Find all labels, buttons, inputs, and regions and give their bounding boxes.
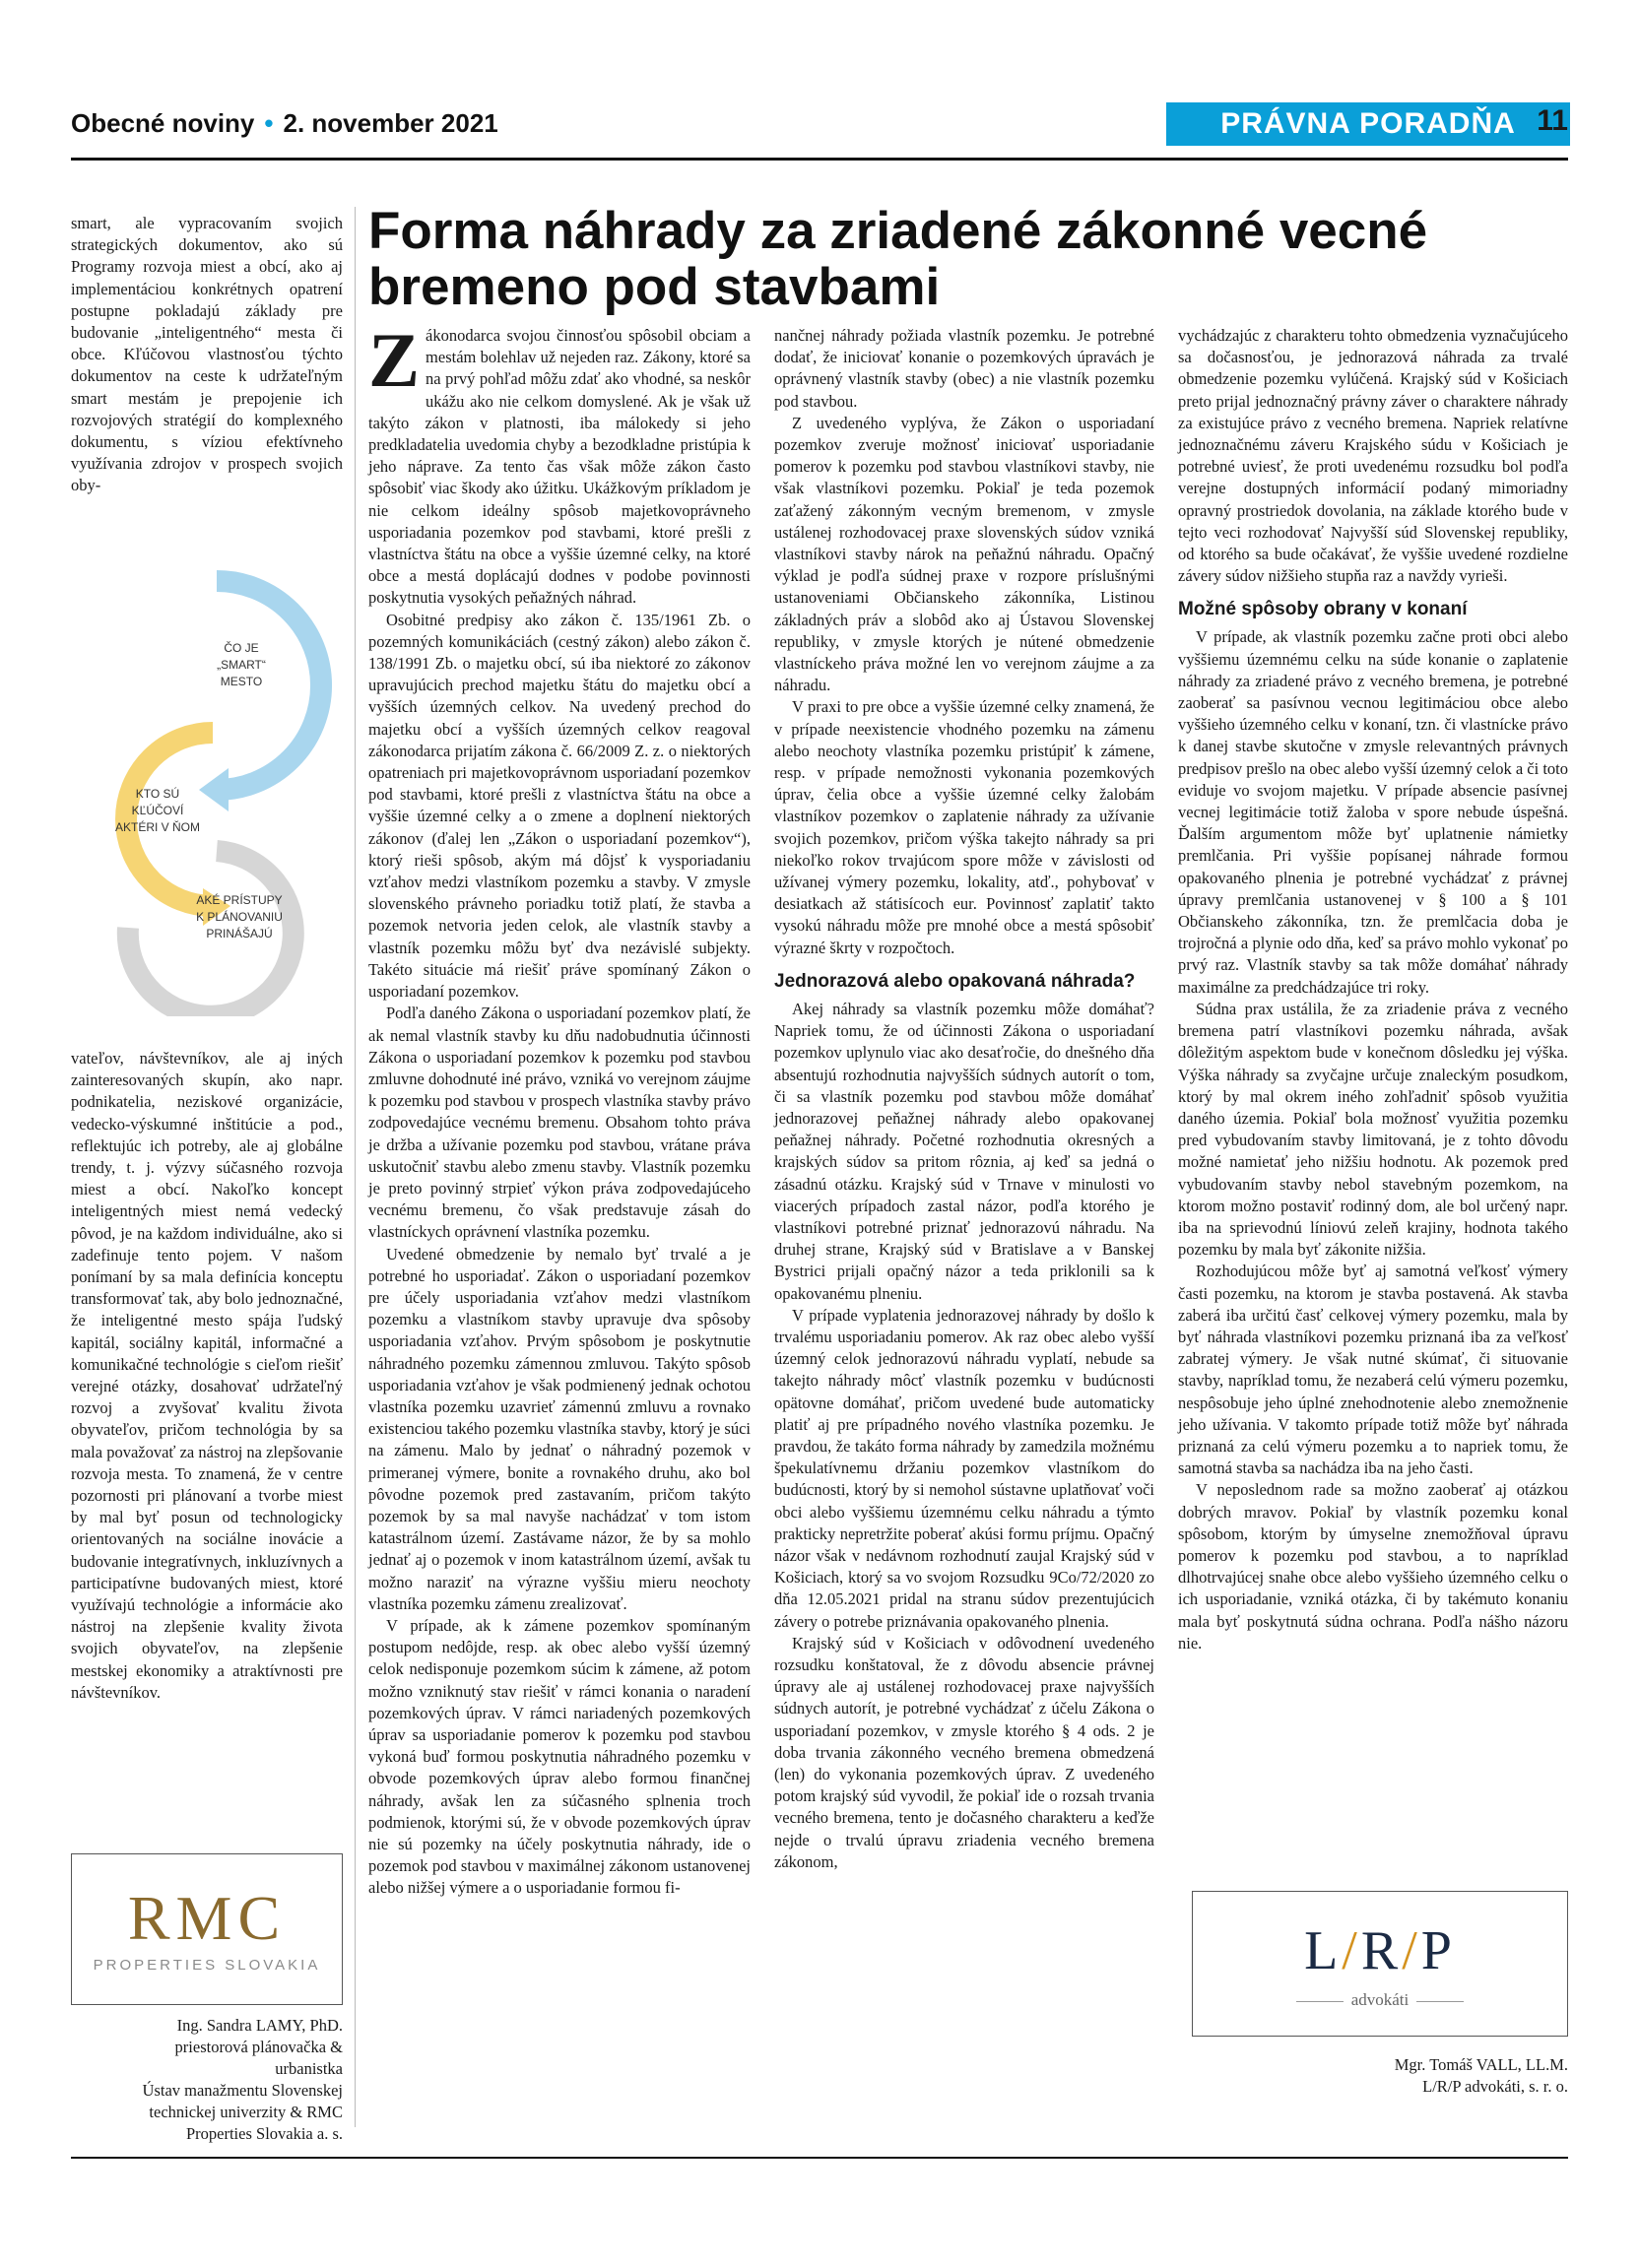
- column-divider: [355, 207, 356, 2127]
- step-label: „SMART“: [217, 658, 266, 672]
- step-label: MESTO: [220, 675, 263, 688]
- drop-cap: Z: [368, 317, 421, 403]
- rmc-logo-subtitle: PROPERTIES SLOVAKIA: [93, 1957, 321, 1974]
- author-name: Mgr. Tomáš VALL, LL.M.: [1394, 2055, 1568, 2074]
- author-signature-article: [1178, 2054, 1568, 2098]
- author-signature-sidebar: [71, 2015, 343, 2145]
- step-label: KTO SÚ: [135, 787, 180, 801]
- article-paragraph: V praxi to pre obce a vyššie územné celky znamená, že v prípade neexistencie vhodného pozemku na zámenu alebo neochoty vlastníka pozemku pristúpiť k zámene, resp. v prípade nemožnosti vykonania pozemkových úprav, čelia obce a vyššie územné celky žalobám vlastníkov pozemkov o zaplatenie náhrady za užívanie svojich pozemkov, pričom výška takejto náhrady sa pri niekoľko rokov trvajúcom spore môže v závislosti od užívanej výmery pozemku, lokality, atď., pohybovať v desiatkach až státisícoch eur. Povinnosť zaplatiť takto vysokú náhradu môže pre mnohé obce a mestá spôsobiť výrazné škrty v rozpočtoch.: [774, 697, 1154, 957]
- sidebar-text-top: [71, 213, 343, 497]
- paragraph-text: ákonodarca svojou činnosťou spôsobil obciam a mestám bolehlav už nejeden raz. Zákony, ktoré sa na prvý pohľad môžu zdať ako vhodné, sa neskôr ukážu ako nie celkom domyslené. Ak je však už takýto zákon v platnosti, iba málokedy si jeho predkladatelia uvedomia chyby a bezodkladne pristúpia k jeho náprave. Za tento čas však môže zákon často spôsobiť viac škody ako úžitku. Ukážkovým príkladom je nie celkom ideálny spôsob majetkovoprávneho usporiadania pozemkov pod stavbami, ktoré prešli z vlastníctva štátu na obce a vyššie územné celky, na ktoré obce a mestá doplácajú dodnes v podobe povinnosti poskytnutia vysokých peňažných náhrad.: [368, 326, 751, 608]
- author-role: urbanistka: [275, 2059, 343, 2078]
- newspaper-name: Obecné noviny: [71, 108, 255, 138]
- author-role: priestorová plánovačka &: [174, 2038, 343, 2056]
- article-paragraph: V prípade vyplatenia jednorazovej náhrady by došlo k trvalému usporiadaniu pomerov. Ak raz obec alebo vyšší územný celok jednorazovú náhradu vyplatí, nebude sa takejto náhrady môcť vlastník pozemku v budúcnosti opätovne domáhať, pričom uvedené bude automaticky platiť aj pre prípadného nového vlastníka pozemku. Je pravdou, že takáto forma náhrady by zamedzila možnému špekulatívnemu držaniu pozemkov vlastníkom do budúcnosti, ktorý by si nemohol sústavne uplatňovať voči obci alebo vyššiemu územnému celku náhradu a týmto prakticky nepretržite poberať akúsi formu príjmu. Opačný názor však v nedávnom rozhodnutí zaujal Krajský súd v Košiciach, ktorý sa vo svojom Rozsudku 9Co/72/2020 zo dňa 12.05.2021 pridal na stranu súdov prezentujúcich závery o potrebe priznávania opakovaného plnenia.: [774, 1305, 1154, 1631]
- step-label: PRINÁŠAJÚ: [206, 927, 273, 940]
- logo-letter: P: [1420, 1920, 1456, 1981]
- lrp-sub-text: advokáti: [1350, 1990, 1410, 2009]
- article-paragraph: V prípade, ak vlastník pozemku začne proti obci alebo vyššiemu územnému celku na súde konanie o zaplatenie náhrady za zriadené právo z vecného bremena, je potrebné zaoberať sa pasívnou vecnou legitimáciou obce alebo vyššieho územného celku v konaní, tzn. či vlastnícke právo k danej stavbe skutočne v zmysle relevantných právnych predpisov prešlo na obec alebo vyšší územný celok a či toto eviduje vo svojom majetku. V prípade absencie pasívnej vecnej legitimácie totiž žaloba v spore nebude úspešná. Ďalším argumentom môže byť uplatnenie námietky premlčania. Pri vyššie popísanej náhrade formou opakovaného plnenia je potrebné vychádzať z právnej úpravy premlčania ustanovenej v § 100 a § 101 Občianskeho zákonníka, tzn. že premlčacia doba je trojročná a plynie odo dňa, keď sa právo mohlo vykonať po prvý raz. Vlastník stavby sa tak môže domáhať náhrady maximálne za predchádzajúce tri roky.: [1178, 627, 1568, 997]
- article-paragraph: Osobitné predpisy ako zákon č. 135/1961 Zb. o pozemných komunikáciách (cestný zákon) alebo zákon č. 138/1991 Zb. o majetku obcí, sú iba niektoré zo zákonov upravujúcich prechod majetku štátu do majetku obcí a vyšších územných celkov. Na uvedený prechod do majetku obcí a vyšších územných celkov reagoval zákonodarca prijatím zákona č. 66/2009 Z. z. o niektorých opatreniach pri majetkovoprávnom usporiadaní pozemkov pod stavbami, ktoré prešli z vlastníctva štátu na obce a vyššie územné celky a o zmene a doplnení niektorých zákonov (ďalej len „Zákon o usporiadaní pozemkov“), ktorý rieši spôsob, akým má dôjsť k vysporiadaniu vzťahov medzi vlastníkom pozemku a stavby. V zmysle slovenského právneho poriadku totiž platí, že stavba a pozemok netvoria jeden celok, ale vlastník stavby a vlastník pozemku môžu byť dva nezávislé subjekty. Takéto situácie má riešiť práve spomínaný Zákon o usporiadaní pozemkov.: [368, 610, 751, 1002]
- step-label: AKÉ PRÍSTUPY: [196, 893, 283, 907]
- author-affiliation: Properties Slovakia a. s.: [185, 2124, 343, 2143]
- issue-date: 2. november 2021: [283, 108, 498, 138]
- author-affiliation: technickej univerzity & RMC: [149, 2103, 343, 2121]
- step-key-actors: [89, 786, 227, 836]
- lrp-logo: L/R/P: [1304, 1920, 1456, 1981]
- logo-letter: R: [1360, 1920, 1403, 1981]
- lrp-logo-subtitle: [1193, 1990, 1567, 2010]
- article-paragraph: vychádzajúc z charakteru tohto obmedzenia vyznačujúceho sa dočasnosťou, je jednorazová náhrada za trvalé obmedzenie pozemku vylúčená. Krajský súd v Košiciach preto prijal jednoznačný právny záver o charaktere náhrady za existujúce právo z vecného bremena. Napriek relatívne jednoznačnému záveru Krajského súdu v Košiciach je potrebné uviesť, že proti uvedenému rozsudku bol podľa verejne dostupných informácií podaný mimoriadny opravný prostriedok dovolania, na základe ktorého bude v tejto veci rozhodovať Najvyšší súd Slovenskej republiky, od ktorého sa bude očakávať, že vyššie uvedené rozdielne závery súdov nižšieho stupňa raz a navždy vyrieši.: [1178, 326, 1568, 586]
- article-paragraph: Rozhodujúcou môže byť aj samotná veľkosť výmery časti pozemku, na ktorom je stavba postavená. Ak stavba zaberá iba určitú časť celkovej výmery pozemku, mala by byť náhrada vlastníkovi pozemku priznaná iba za veľkosť zabratej výmery. Je však nutné skúmať, či situovanie stavby, napríklad tomu, že nezaberá celú výmeru pozemku, nespôsobuje jeho úplné znehodnotenie alebo znemožnenie jeho užívania. V takomto prípade totiž môže byť náhrada priznaná za celú výmeru pozemku a to napriek tomu, že samotná stavba sa nachádza iba na jeho časti.: [1178, 1262, 1568, 1478]
- article-paragraph: V prípade, ak k zámene pozemkov spomínaným postupom nedôjde, resp. ak obec alebo vyšší územný celok nedisponuje pozemkom súcim k zámene, až potom možno vzniknutý stav riešiť v rámci konania o naradení pozemkových úprav. V rámci nariadených pozemkových úprav sa usporiadanie pomerov k pozemku pod stavbou vykoná buď formou poskytnutia náhradného pozemku v obvode pozemkových úprav alebo formou finančnej náhrady, avšak len za súčasného splnenia troch podmienok, ktorými sú, že v obvode pozemkových úprav nie sú pozemky na účely poskytnutia náhrady, ide o pozemok pod stavbou v maximálnej zákonom ustanovenej alebo nižšej výmere a o usporiadanie formou fi-: [368, 1615, 751, 1898]
- article-title: Forma náhrady za zriadené zákonné vecné bremeno pod stavbami: [368, 202, 1428, 316]
- sidebar-paragraph: vateľov, návštevníkov, ale aj iných zainteresovaných skupín, ako napr. podnikatelia, neziskové organizácie, vedecko-výskumné inštitúcie a pod., reflektujúc ich potreby, ale aj globálne trendy, t. j. výzvy súčasného rozvoja miest a obcí. Nakoľko koncept inteligentných miest nemá vedecký pôvod, je na každom individuálne, ako si zadefinuje tento pojem. V našom ponímaní by sa mala definícia konceptu transformovať tak, aby bolo jednoznačné, že inteligentné mesto spája ľudský kapitál, sociálny kapitál, informačné a komunikačné technológie s cieľom riešiť verejné otázky, dosahovať udržateľný rozvoj a zvyšovať kvalitu života obyvateľov, pričom technológia by sa mala považovať za nástroj na zlepšovanie rozvoja mesta. To znamená, že v centre pozornosti pri plánovaní a tvorbe miest by mal byť posun od technologicky orientovaných na sociálne inovácie a budovanie integratívnych, inkluzívnych a participatívne budovaných miest, ktoré využívajú technológie a informácie ako nástroj na zlepšenie kvality života svojich obyvateľov, na zlepšenie mestskej ekonomiky a atraktívnosti pre návštevníkov.: [71, 1049, 343, 1702]
- step-label: AKTÉRI V ŇOM: [114, 820, 200, 834]
- article-paragraph: Z uvedeného vyplýva, že Zákon o usporiadaní pozemkov zveruje možnosť iniciovať usporiadanie pomerov k pozemku pod stavbou vlastníkovi stavby, nie však vlastníkovi pozemku. Pokiaľ je teda pozemok zaťažený zákonným vecným bremenom, v zmysle ustálenej rozhodovacej praxe slovenských súdov vzniká vlastníkovi stavby nárok na peňažnú náhradu. Opačný výklad je podľa súdnej praxe v rozpore príslušnými ustanoveniami Občianskeho zákonníka, Listinou základných práv a slobôd ako aj Ústavou Slovenskej republiky, v zmysle ktorých je nútené obmedzenie vlastníckeho práva možné len vo verejnom záujme a za náhradu.: [774, 413, 1154, 695]
- author-affiliation: L/R/P advokáti, s. r. o.: [1422, 2077, 1568, 2096]
- article-paragraph: V neposlednom rade sa možno zaoberať aj otázkou dobrých mravov. Pokiaľ by vlastník pozemku konal spôsobom, ktorým by úmyselne znemožňoval úpravu pomerov k pozemku pod stavbou, a to napríklad dlhotrvajúcej snahe obce alebo vyššieho územného celku o ich usporiadanie, vzniká otázka, či by takémuto konaniu mala byť poskytnutá súdna ochrana. Podľa nášho názoru nie.: [1178, 1480, 1568, 1652]
- section-rubric: PRÁVNA PORADŇA: [1166, 102, 1570, 146]
- section-heading: Jednorazová alebo opakovaná náhrada?: [774, 970, 1136, 992]
- page-number: 11: [1537, 104, 1568, 137]
- author-name: Ing. Sandra LAMY, PhD.: [176, 2016, 343, 2035]
- masthead: [71, 108, 498, 139]
- article-paragraph: Podľa daného Zákona o usporiadaní pozemkov platí, že ak nemal vlastník stavby ku dňu nadobudnutia účinnosti Zákona o usporiadaní pozemkov k pozemku pod stavbou zmluvne dohodnuté iné právo, vzniká vo verejnom záujme k pozemku pod stavbou v prospech vlastníka stavby právo zodpovedajúce vecnému bremenu. Obsahom tohto práva je držba a užívanie pozemku pod stavbou, vrátane práva uskutočniť stavbu alebo zmenu stavby. Vlastník pozemku je preto povinný strpieť výkon práva zodpovedajúceho vecnému bremenu, čo však predstavuje zásah do vlastníckych oprávnení vlastníka pozemku.: [368, 1004, 751, 1242]
- logo-letter: L: [1304, 1920, 1343, 1981]
- article-paragraph: Súdna prax ustálila, že za zriadenie práva z vecného bremena patrí vlastníkovi pozemku náhrada, avšak dôležitým aspektom bude v konečnom dôsledku jej výška. Výška náhrady sa zvyčajne určuje znaleckým posudkom, ktorý by mal okrem iného zohľadniť spôsob využitia daného územia. Pokiaľ bola možnosť využitia pozemku pred vybudovaním stavby limitovaná, je z tohto dôvodu možné namietať jeho nižšiu hodnotu. Ak pozemok pred vybudovaním stavby nebol stavebným pozemkom, na ktorom možno postaviť rodinný dom, ale bol určený napr. iba na sprievodnú líniovú zeleň krajiny, hodnota takého pozemku by mala byť zákonite nižšia.: [1178, 999, 1568, 1260]
- step-label: KĽÚČOVÍ: [131, 804, 184, 817]
- article-column-1: [368, 317, 751, 1900]
- author-affiliation: Ústav manažmentu Slovenskej: [142, 2081, 343, 2100]
- step-label: K PLÁNOVANIU: [196, 910, 283, 924]
- sidebar-text-bottom: [71, 1048, 343, 1704]
- section-heading: Možné spôsoby obrany v konaní: [1178, 599, 1468, 620]
- article-paragraph: Uvedené obmedzenie by nemalo byť trvalé a je potrebné ho usporiadať. Zákon o usporiadaní pozemkov pre účely usporiadania vzťahov medzi vlastníkom pozemku a vlastníkom stavby upravuje dva spôsoby usporiadania vzťahov. Prvým spôsobom je poskytnutie náhradného pozemku zámennou zmluvou. Takýto spôsob usporiadania vzťahov je však podmienený jednak ochotou vlastníka pozemku uzavrieť zámennú zmluvu a rovnako existenciou takého pozemku vlastníka stavby, ktorý je súci na zámenu. Malo by jednať o náhradný pozemok v primeranej výmere, bonite a rovnakého druhu, ako bol pôvodne pozemok pred zastavaním, pričom takýto pozemok by sa mal navyše nachádzať v tom istom katastrálnom území. Zastávame názor, že by sa mohlo jednať aj o pozemok v inom katastrálnom území, avšak tu možno naraziť na výrazne vyššiu mieru neochoty vlastníka pozemku zámenu zrealizovať.: [368, 1244, 751, 1613]
- article-paragraph: [368, 317, 751, 610]
- step-what-is-smart: [187, 640, 295, 690]
- page-header: [71, 102, 1568, 148]
- smart-city-infographic: [89, 563, 341, 1016]
- step-label: ČO JE: [224, 641, 259, 655]
- article-column-2: [774, 325, 1154, 1873]
- header-rule: [71, 158, 1568, 161]
- sidebar-paragraph: smart, ale vypracovaním svojich strategických dokumentov, ako sú Programy rozvoja miest a obcí, ako aj implementáciou konkrétnych opatrení postupne pokladajú základy pre budovanie „inteligentného“ mesta či obce. Kľúčovou vlastnosťou týchto dokumentov na ceste k udržateľným smart mestám je prepojenie ich rozvojových stratégií do komplexného dokumentu, s víziou efektívneho využívania zdrojov v prospech svojich oby-: [71, 214, 343, 495]
- step-planning-approaches: [165, 892, 313, 942]
- separator-dot: •: [264, 108, 274, 138]
- rmc-ad-box: [71, 1853, 343, 2005]
- article-paragraph: Akej náhrady sa vlastník pozemku môže domáhať? Napriek tomu, že od účinnosti Zákona o usporiadaní pozemkov uplynulo viac ako desaťročie, do dnešného dňa absentujú rozhodnutia najvyšších súdnych autorít o tom, či sa vlastník pozemku pod stavbou môže domáhať jednorazovej peňažnej náhrady alebo opakovanej peňažnej náhrady. Početné rozhodnutia okresných a krajských súdov sa pritom rôznia, aj keď sa jedná o zásadnú otázku. Krajský súd v Trnave v minulosti vo viacerých prípadoch zastal názor, podľa ktorého je vlastníkovi potrebné priznať jednorazovú náhradu. Na druhej strane, Krajský súd v Bratislave a v Banskej Bystrici prijali opačný názor a teda priklonili sa k opakovanému plneniu.: [774, 999, 1154, 1303]
- lrp-ad-box: [1192, 1891, 1568, 2037]
- article-paragraph: nančnej náhrady požiada vlastník pozemku. Je potrebné dodať, že iniciovať konanie o pozemkových úpravách je oprávnený vlastník stavby (obec) a nie vlastník pozemku pod stavbou.: [774, 326, 1154, 411]
- footer-rule: [71, 2157, 1568, 2159]
- article-paragraph: Krajský súd v Košiciach v odôvodnení uvedeného rozsudku konštatoval, že z dôvodu absencie právnej úpravy ale aj ustálenej rozhodovacej praxe najvyšších súdnych autorít, je potrebné vychádzať z účelu Zákona o usporiadaní pozemkov, v zmysle ktorého § 4 ods. 2 je doba trvania zákonného vecného bremena obmedzená (len) do vykonania pozemkových úprav. Z uvedeného potom krajský súd vyvodil, že pokiaľ ide o rozsah trvania vecného bremena, tento je dočasného charakteru a keďže nejde o trvalú úpravu zriadenia vecného bremena zákonom,: [774, 1633, 1154, 1871]
- rmc-logo: RMC: [127, 1883, 287, 1953]
- article-column-3: [1178, 325, 1568, 1654]
